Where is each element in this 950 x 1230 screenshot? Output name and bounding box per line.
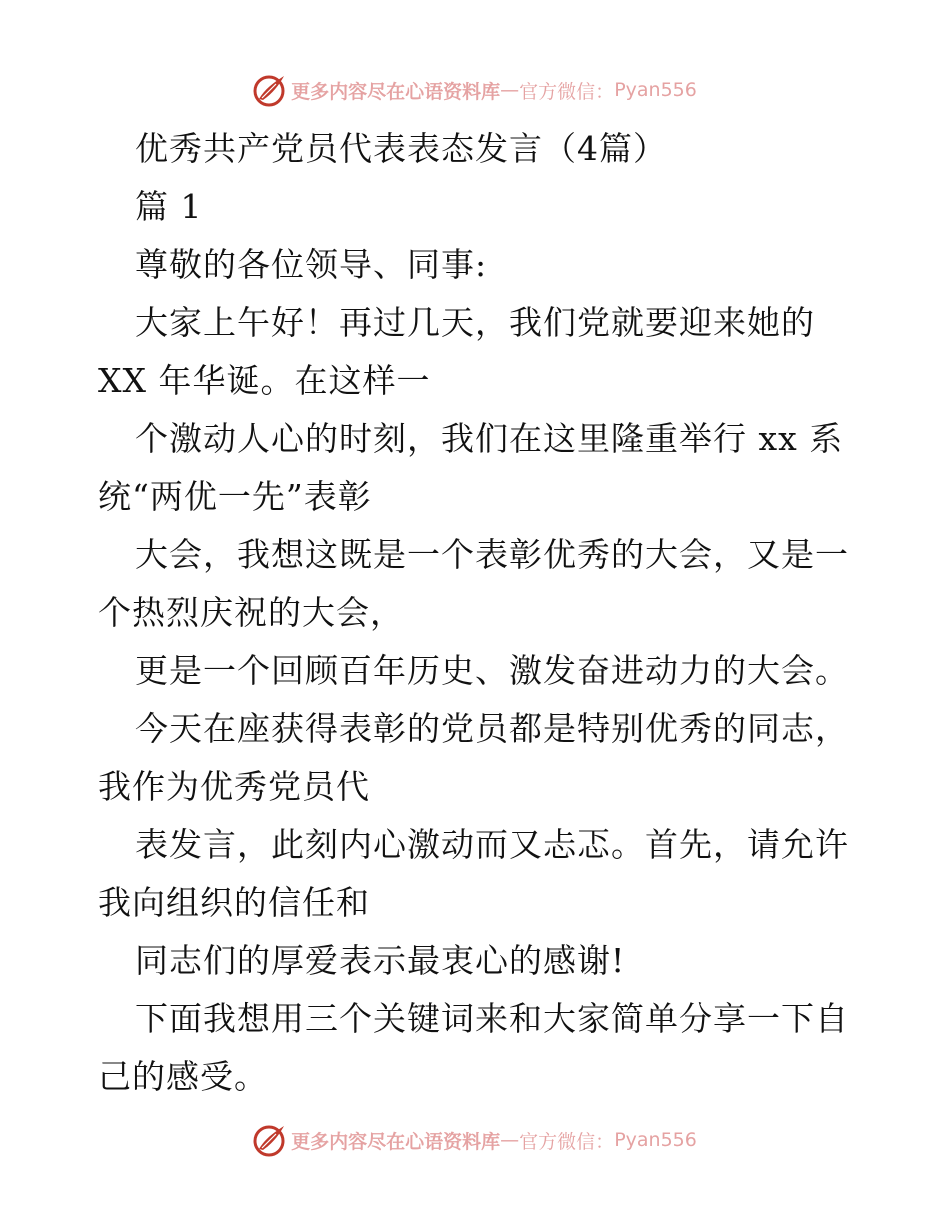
watermark-account: Pyan556 [614,1129,697,1151]
header-watermark [0,70,950,110]
quill-pen-logo-icon [253,1123,287,1157]
paragraph-line: 更是一个回顾百年历史、激发奋进动力的大会。 [135,651,849,690]
document-body [98,120,858,1106]
section-heading: 篇 1 [135,187,203,226]
quill-pen-logo-icon [253,73,287,107]
watermark-dash: — [500,79,520,101]
paragraph-line: 个热烈庆祝的大会， [98,593,404,632]
paragraph-line: 我向组织的信任和 [98,883,370,922]
watermark-account: Pyan556 [614,79,697,101]
paragraph-line: 己的感受。 [98,1057,268,1096]
watermark-text: 更多内容尽在心语资料库 [291,80,501,103]
paragraph-line: 表发言，此刻内心激动而又忐忑。首先，请允许 [135,825,849,864]
paragraph-line: 今天在座获得表彰的党员都是特别优秀的同志， [135,709,849,748]
paragraph-line: 我作为优秀党员代 [98,767,370,806]
paragraph-line: 大家上午好！再过几天，我们党就要迎来她的 [135,303,815,342]
paragraph-line: XX 年华诞。在这样一 [98,361,431,400]
paragraph-line: 下面我想用三个关键词来和大家简单分享一下自 [135,999,849,1038]
watermark-label: 官方微信： [519,1130,615,1153]
footer-watermark [0,1120,950,1160]
salutation: 尊敬的各位领导、同事: [135,245,488,284]
document-title: 优秀共产党员代表表态发言（4篇） [135,129,667,168]
paragraph-line: 个激动人心的时刻，我们在这里隆重举行 xx 系 [135,419,844,458]
paragraph-line: 同志们的厚爱表示最衷心的感谢! [135,941,626,980]
paragraph-line: 大会，我想这既是一个表彰优秀的大会，又是一 [135,535,849,574]
watermark-text: 更多内容尽在心语资料库 [291,1130,501,1153]
paragraph-line: 统“两优一先”表彰 [98,477,372,516]
watermark-dash: — [500,1129,520,1151]
watermark-label: 官方微信： [519,80,615,103]
